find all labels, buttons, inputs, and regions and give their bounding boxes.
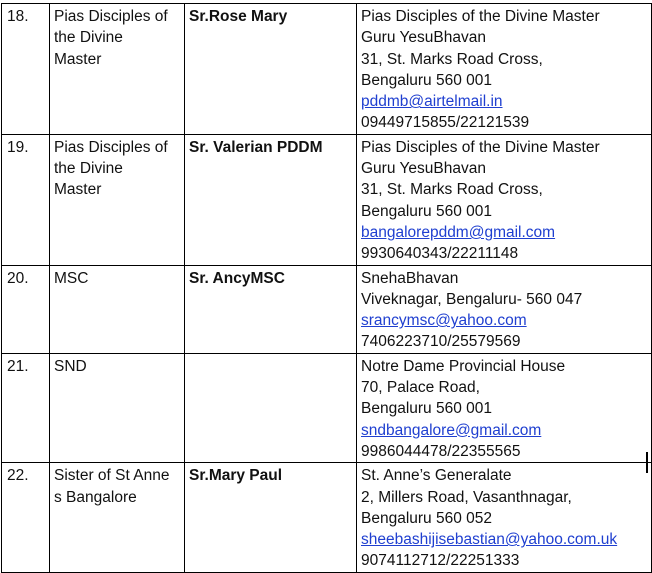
congregation-line: MSC [54, 269, 89, 287]
phone-number: 9986044478/22355565 [361, 442, 521, 460]
address-line: 31, St. Marks Road Cross, [361, 181, 543, 199]
address-line: 31, St. Marks Road Cross, [361, 50, 543, 68]
phone-number: 7406223710/25579569 [361, 333, 521, 351]
address-line: Guru YesuBhavan [361, 160, 486, 178]
email-link[interactable]: pddmb@airtelmail.in [361, 93, 503, 111]
address-cell [357, 134, 652, 265]
row-number: 19. [2, 134, 50, 265]
table-row [2, 4, 652, 135]
address-line: Bengaluru 560 052 [361, 509, 493, 527]
address-cell [357, 4, 652, 135]
congregation-line: Master [54, 50, 102, 68]
table-row [2, 134, 652, 265]
congregation-line: Sister of St Anne [54, 467, 170, 485]
address-line: Notre Dame Provincial House [361, 357, 566, 375]
row-number: 18. [2, 4, 50, 135]
table-row [2, 265, 652, 353]
address-line: Viveknagar, Bengaluru- 560 047 [361, 290, 583, 308]
address-line: Bengaluru 560 001 [361, 202, 493, 220]
address-line: Pias Disciples of the Divine Master [361, 8, 600, 25]
congregation-line: SND [54, 357, 87, 375]
address-line: 70, Palace Road, [361, 379, 480, 397]
row-number: 20. [2, 265, 50, 353]
contact-person: Sr.Mary Paul [185, 463, 357, 572]
row-number: 22. [2, 463, 50, 572]
phone-number: 9074112712/22251333 [361, 552, 520, 570]
address-line: Bengaluru 560 001 [361, 71, 493, 89]
table-row [2, 463, 652, 572]
address-cell [357, 265, 652, 353]
email-link[interactable]: srancymsc@yahoo.com [361, 312, 527, 330]
table-body [2, 4, 652, 573]
congregation-line: s Bangalore [54, 488, 137, 506]
congregation-line: the Divine [54, 29, 123, 47]
email-link[interactable]: sheebashijisebastian@yahoo.com.uk [361, 531, 618, 549]
email-link[interactable]: sndbangalore@gmail.com [361, 421, 542, 439]
congregation-line: Pias Disciples of [54, 138, 168, 156]
congregation-cell [50, 4, 185, 135]
contacts-table [1, 3, 652, 573]
address-line: Guru YesuBhavan [361, 29, 486, 47]
contact-person: Sr. Valerian PDDM [185, 134, 357, 265]
address-line: Pias Disciples of the Divine Master [361, 138, 600, 156]
address-line: SnehaBhavan [361, 269, 459, 287]
congregation-line: Master [54, 181, 102, 199]
address-line: Bengaluru 560 001 [361, 400, 493, 418]
congregation-line: the Divine [54, 160, 123, 178]
congregation-line: Pias Disciples of [54, 8, 168, 25]
congregation-cell [50, 353, 185, 462]
address-line: St. Anne’s Generalate [361, 467, 512, 485]
address-cell [357, 463, 652, 572]
contact-person [185, 353, 357, 462]
row-number: 21. [2, 353, 50, 462]
phone-number: 9930640343/22211148 [361, 245, 519, 263]
email-link[interactable]: bangalorepddm@gmail.com [361, 223, 556, 241]
address-cell [357, 353, 652, 462]
congregation-cell [50, 463, 185, 572]
contact-person: Sr.Rose Mary [185, 4, 357, 135]
congregation-cell [50, 265, 185, 353]
congregation-cell [50, 134, 185, 265]
address-line: 2, Millers Road, Vasanthnagar, [361, 488, 572, 506]
phone-number: 09449715855/22121539 [361, 114, 530, 132]
text-cursor [646, 452, 648, 473]
contact-person: Sr. AncyMSC [185, 265, 357, 353]
table-row [2, 353, 652, 462]
